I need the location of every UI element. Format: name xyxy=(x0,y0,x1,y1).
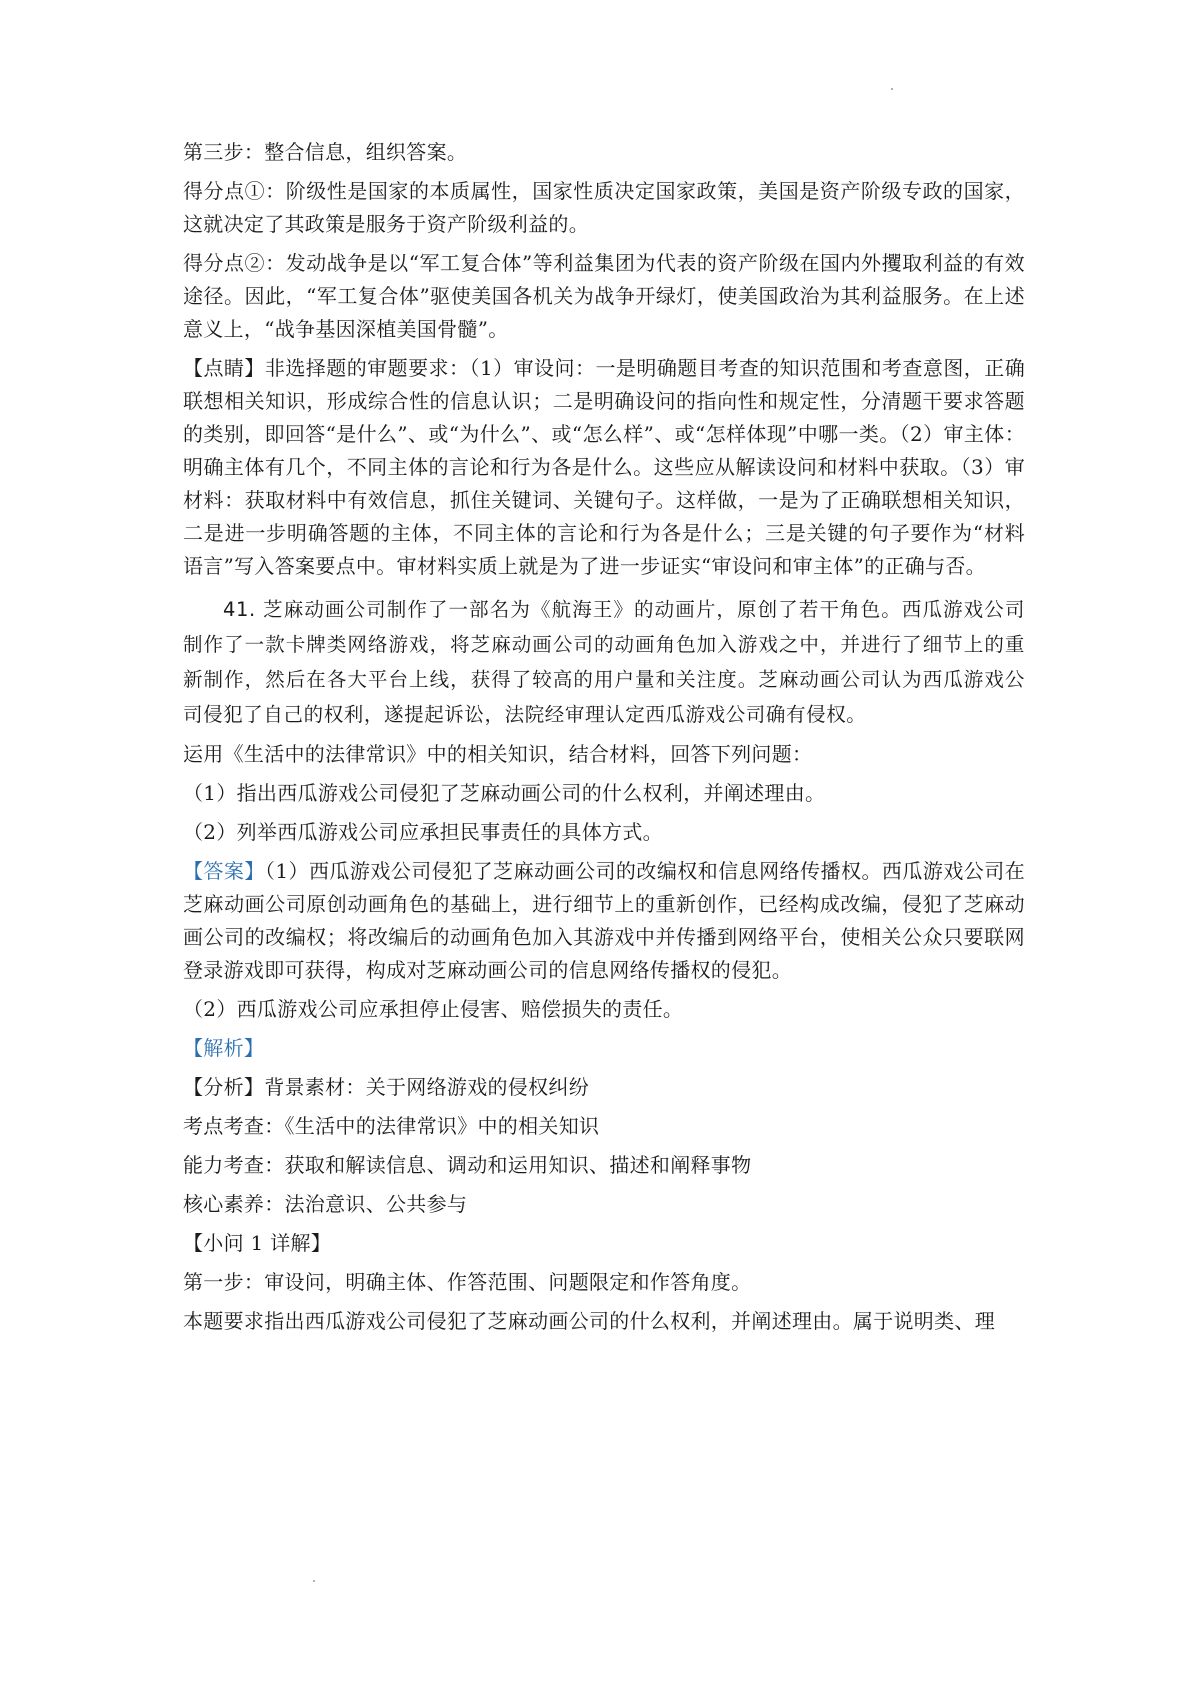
last-line: 本题要求指出西瓜游戏公司侵犯了芝麻动画公司的什么权利，并阐述理由。属于说明类、理 xyxy=(183,1309,995,1333)
step1-line: 第一步：审设问，明确主体、作答范围、问题限定和作答角度。 xyxy=(183,1270,752,1294)
answer-part-2: （2）西瓜游戏公司应承担停止侵害、赔偿损失的责任。 xyxy=(183,997,684,1021)
question-41-sub2: （2）列举西瓜游戏公司应承担民事责任的具体方式。 xyxy=(183,820,663,844)
step3-line: 第三步：整合信息，组织答案。 xyxy=(183,140,468,164)
question-41: 41. 芝麻动画公司制作了一部名为《航海王》的动画片，原创了若干角色。西瓜游戏公司制作了一款卡牌类网络游戏，将芝麻动画公司的动画角色加入游戏之中，并进行了细节上的重新制作，然后在各大平台上线，获得了较高的用户量和关注度。芝麻动画公司认为西瓜游戏公司侵犯了自己的权利，遂提起诉讼，法院经审理认定西瓜游戏公司确有侵权。 xyxy=(183,598,1025,726)
answer-part-1: （1）西瓜游戏公司侵犯了芝麻动画公司的改编权和信息网络传播权。西瓜游戏公司在芝麻动画公司原创动画角色的基础上，进行细节上的重新创作，已经构成改编，侵犯了芝麻动画公司的改编权；将改编后的动画角色加入其游戏中并传播到网络平台，使相关公众只要联网登录游戏即可获得，构成对芝麻动画公司的信息网络传播权的侵犯。 xyxy=(183,859,1026,982)
nengli-line: 能力考查：获取和解读信息、调动和运用知识、描述和阐释事物 xyxy=(183,1153,752,1177)
answer-paragraph xyxy=(183,855,1025,987)
scan-speck xyxy=(891,88,893,90)
hexin-line: 核心素养：法治意识、公共参与 xyxy=(183,1192,468,1216)
score-point-2: 得分点②：发动战争是以“军工复合体”等利益集团为代表的资产阶级在国内外攫取利益的有效途径。因此，“军工复合体”驱使美国各机关为战争开绿灯，使美国政治为其利益服务。在上述意义上，“战争基因深植美国骨髓”。 xyxy=(183,251,1025,341)
score-point-1: 得分点①：阶级性是国家的本质属性，国家性质决定国家政策，美国是资产阶级专政的国家，这就决定了其政策是服务于资产阶级利益的。 xyxy=(183,179,1025,236)
analysis-line: 【分析】背景素材：关于网络游戏的侵权纠纷 xyxy=(183,1075,589,1099)
answer-label: 【答案】 xyxy=(183,859,265,883)
question-41-sub1: （1）指出西瓜游戏公司侵犯了芝麻动画公司的什么权利，并阐述理由。 xyxy=(183,781,826,805)
subquestion-1-heading: 【小问 1 详解】 xyxy=(183,1231,332,1255)
scan-speck xyxy=(313,1580,315,1582)
jiexi-label: 【解析】 xyxy=(183,1036,265,1060)
question-41-instruction: 运用《生活中的法律常识》中的相关知识，结合材料，回答下列问题： xyxy=(183,742,813,766)
dianjing-label: 【点睛】 xyxy=(183,356,265,380)
document-body xyxy=(183,136,1025,1344)
dianjing-text: 非选择题的审题要求：（1）审设问：一是明确题目考查的知识范围和考查意图，正确联想相关知识，形成综合性的信息认识；二是明确设问的指向性和规定性，分清题干要求答题的类别，即回答“是什么”、或“为什么”、或“怎么样”、或“怎样体现”中哪一类。（2）审主体：明确主体有几个，不同主体的言论和行为各是什么。这些应从解读设问和材料中获取。（3）审材料：获取材料中有效信息，抓住关键词、关键句子。这样做，一是为了正确联想相关知识，二是进一步明确答题的主体，不同主体的言论和行为各是什么；三是关键的句子要作为“材料语言”写入答案要点中。审材料实质上就是为了进一步证实“审设问和审主体”的正确与否。 xyxy=(183,356,1026,578)
dianjing-paragraph xyxy=(183,352,1025,583)
kaodian-line: 考点考查：《生活中的法律常识》中的相关知识 xyxy=(183,1114,600,1138)
